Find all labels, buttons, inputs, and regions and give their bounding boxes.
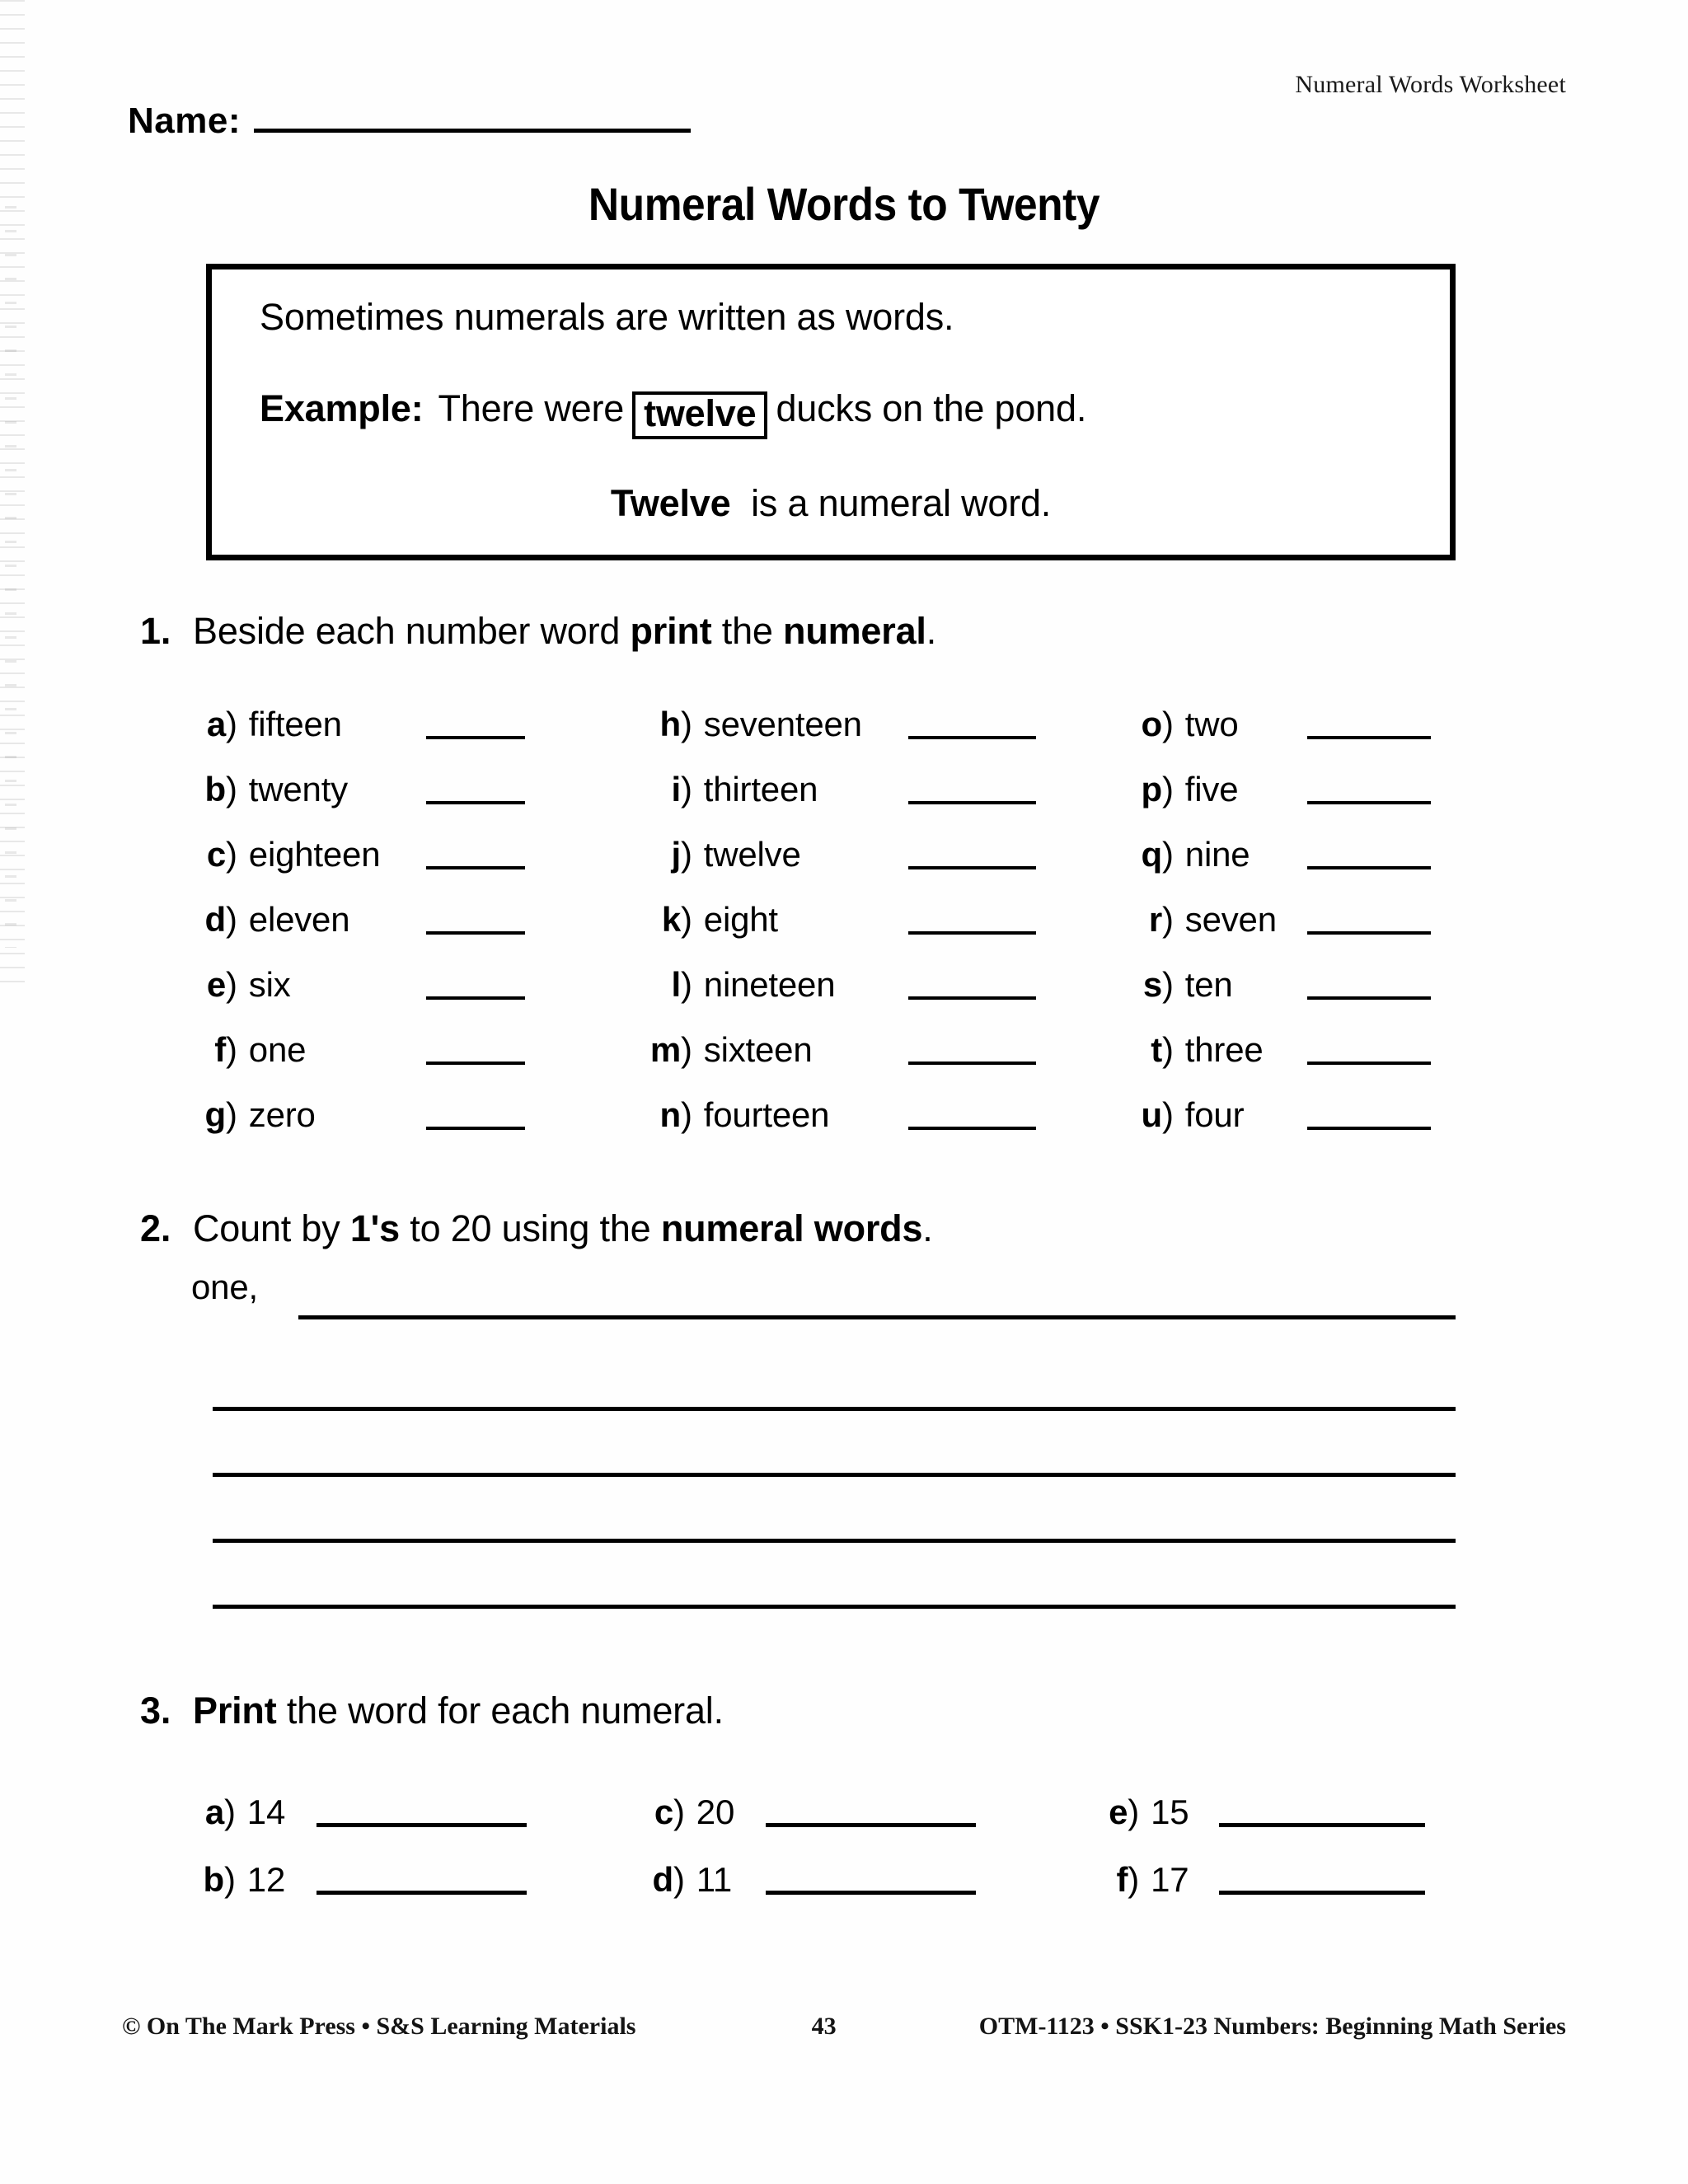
- answer-blank-e[interactable]: [426, 993, 525, 1000]
- answer-blank-s[interactable]: [1307, 993, 1431, 1000]
- item-tag-j: j: [671, 835, 681, 874]
- list-item-i: i ) thirteen: [636, 770, 1131, 809]
- answer-blank-p[interactable]: [1307, 798, 1431, 804]
- question-2-text-after: .: [922, 1207, 933, 1249]
- item-tag-o: o: [1141, 705, 1162, 743]
- question-3-text-mid: the word for each numeral.: [276, 1690, 724, 1732]
- answer-line-1[interactable]: [298, 1315, 1456, 1319]
- item-row: [191, 1030, 1477, 1095]
- item-word-i: thirteen: [703, 770, 818, 808]
- item-tag-l: l: [671, 965, 681, 1004]
- answer-blank-c[interactable]: [426, 863, 525, 869]
- footer-copyright: © On The Mark Press • S&S Learning Materials: [122, 2013, 636, 2040]
- answer-blank-r[interactable]: [1307, 928, 1431, 935]
- item-tag-k: k: [661, 900, 681, 939]
- list-item-b: b ) twenty: [191, 770, 636, 809]
- numeral-value-b: 12: [246, 1860, 286, 1899]
- item-tag-a: a: [206, 705, 226, 743]
- info-line-3-text: is a numeral word.: [751, 482, 1052, 524]
- item-tag-t: t: [1151, 1030, 1162, 1069]
- question-1-bold-print: print: [630, 610, 712, 652]
- word-blank-f[interactable]: [1219, 1886, 1425, 1895]
- answer-blank-h[interactable]: [908, 733, 1036, 739]
- item-row: [191, 705, 1477, 770]
- question-2-bold-ones: 1's: [349, 1207, 400, 1249]
- numeral-tag-c: c: [654, 1793, 673, 1831]
- item-tag-s: s: [1142, 965, 1162, 1004]
- list-item-d: d ) eleven: [191, 900, 636, 940]
- question-3-item-grid: [191, 1793, 1477, 1928]
- name-label: Name:: [128, 101, 241, 141]
- numeral-item-e: e ) 15: [1095, 1793, 1425, 1832]
- worksheet-header-label: Numeral Words Worksheet: [1295, 71, 1566, 98]
- item-word-h: seventeen: [703, 705, 862, 743]
- item-word-d: eleven: [248, 900, 350, 939]
- numeral-value-f: 17: [1151, 1860, 1189, 1899]
- numeral-item-b: b ) 12: [191, 1860, 640, 1900]
- list-item-t: t ) three: [1131, 1030, 1477, 1070]
- item-tag-q: q: [1141, 835, 1162, 874]
- numeral-value-c: 20: [696, 1793, 735, 1831]
- word-blank-e[interactable]: [1219, 1819, 1425, 1827]
- item-row: [191, 770, 1477, 835]
- item-tag-i: i: [671, 770, 681, 808]
- question-3-number: 3.: [140, 1690, 171, 1732]
- name-row: [128, 97, 691, 142]
- answer-blank-m[interactable]: [908, 1058, 1036, 1065]
- info-line-1: Sometimes numerals are written as words.: [260, 296, 954, 338]
- question-1-prompt: [140, 610, 936, 653]
- item-tag-n: n: [659, 1095, 681, 1134]
- list-item-j: j ) twelve: [636, 835, 1131, 874]
- item-word-b: twenty: [248, 770, 348, 808]
- footer-page-number: 43: [811, 2013, 837, 2040]
- answer-blank-a[interactable]: [426, 733, 525, 739]
- example-boxed-word: twelve: [632, 391, 767, 439]
- answer-blank-j[interactable]: [908, 863, 1036, 869]
- answer-blank-i[interactable]: [908, 798, 1036, 804]
- info-box: [206, 264, 1456, 560]
- question-2-text-before: Count by: [193, 1207, 350, 1249]
- word-blank-a[interactable]: [316, 1819, 527, 1827]
- list-item-p: p ) five: [1131, 770, 1477, 809]
- info-line-3: [212, 482, 1450, 525]
- item-tag-g: g: [204, 1095, 226, 1134]
- numeral-value-d: 11: [696, 1860, 732, 1899]
- question-3-prompt: [140, 1690, 724, 1732]
- question-1-bold-numeral: numeral: [783, 610, 926, 652]
- item-word-j: twelve: [703, 835, 801, 874]
- answer-blank-g[interactable]: [426, 1123, 525, 1130]
- question-3-bold-print: Print: [193, 1690, 277, 1732]
- scan-artifact-left: [0, 0, 25, 989]
- table-row: [191, 1793, 1477, 1860]
- list-item-c: c ) eighteen: [191, 835, 636, 874]
- list-item-o: o ) two: [1131, 705, 1477, 744]
- answer-line-4[interactable]: [213, 1539, 1456, 1543]
- answer-blank-n[interactable]: [908, 1123, 1036, 1130]
- info-line-3-bold: Twelve: [610, 482, 731, 524]
- list-item-k: k ) eight: [636, 900, 1131, 940]
- item-word-a: fifteen: [248, 705, 342, 743]
- scan-artifact-left-secondary: [5, 206, 16, 948]
- item-tag-p: p: [1141, 770, 1162, 808]
- page-title: Numeral Words to Twenty: [588, 178, 1100, 230]
- item-word-t: three: [1184, 1030, 1264, 1069]
- item-word-l: nineteen: [703, 965, 836, 1004]
- list-item-l: l ) nineteen: [636, 965, 1131, 1005]
- numeral-tag-d: d: [652, 1860, 673, 1899]
- answer-blank-d[interactable]: [426, 928, 525, 935]
- item-tag-m: m: [649, 1030, 681, 1069]
- item-word-r: seven: [1184, 900, 1277, 939]
- list-item-g: g ) zero: [191, 1095, 636, 1135]
- list-item-u: u ) four: [1131, 1095, 1477, 1135]
- item-word-f: one: [248, 1030, 307, 1069]
- list-item-a: a ) fifteen: [191, 705, 636, 744]
- example-text-after: ducks on the pond.: [776, 387, 1087, 429]
- info-line-example: [260, 387, 1450, 434]
- item-tag-d: d: [204, 900, 226, 939]
- item-word-q: nine: [1184, 835, 1250, 874]
- item-row: [191, 835, 1477, 900]
- item-word-g: zero: [248, 1095, 316, 1134]
- item-row: [191, 1095, 1477, 1160]
- answer-blank-f[interactable]: [426, 1058, 525, 1065]
- item-word-e: six: [248, 965, 291, 1004]
- item-tag-u: u: [1141, 1095, 1162, 1134]
- list-item-e: e ) six: [191, 965, 636, 1005]
- list-item-r: r ) seven: [1131, 900, 1477, 940]
- item-tag-c: c: [206, 835, 226, 874]
- numeral-tag-f: f: [1116, 1860, 1128, 1899]
- word-blank-b[interactable]: [316, 1886, 527, 1895]
- list-item-n: n ) fourteen: [636, 1095, 1131, 1135]
- answer-blank-q[interactable]: [1307, 863, 1431, 869]
- list-item-s: s ) ten: [1131, 965, 1477, 1005]
- question-1-text-before: Beside each number word: [193, 610, 631, 652]
- item-tag-r: r: [1148, 900, 1162, 939]
- numeral-item-a: a ) 14: [191, 1793, 640, 1832]
- item-word-p: five: [1184, 770, 1239, 808]
- page-footer: [122, 2013, 1566, 2041]
- list-item-q: q ) nine: [1131, 835, 1477, 874]
- answer-line-3[interactable]: [213, 1473, 1456, 1477]
- numeral-item-d: d ) 11: [640, 1860, 1095, 1900]
- item-word-k: eight: [703, 900, 778, 939]
- list-item-f: f ) one: [191, 1030, 636, 1070]
- item-word-m: sixteen: [703, 1030, 813, 1069]
- item-word-u: four: [1184, 1095, 1245, 1134]
- question-2-text-mid: to 20 using the: [399, 1207, 661, 1249]
- word-blank-c[interactable]: [766, 1819, 976, 1827]
- name-input-blank[interactable]: [254, 97, 691, 133]
- answer-blank-k[interactable]: [908, 928, 1036, 935]
- info-line-3-rest: [741, 482, 751, 524]
- question-1-text-mid: the: [711, 610, 784, 652]
- item-word-s: ten: [1184, 965, 1233, 1004]
- item-row: [191, 900, 1477, 965]
- question-2-number: 2.: [140, 1207, 171, 1249]
- item-word-o: two: [1184, 705, 1239, 743]
- item-row: [191, 965, 1477, 1030]
- answer-blank-l[interactable]: [908, 993, 1036, 1000]
- item-word-n: fourteen: [703, 1095, 830, 1134]
- list-item-m: m ) sixteen: [636, 1030, 1131, 1070]
- answer-blank-u[interactable]: [1307, 1123, 1431, 1130]
- item-tag-e: e: [206, 965, 226, 1004]
- numeral-value-a: 14: [246, 1793, 286, 1831]
- question-1-text-after: .: [926, 610, 937, 652]
- item-tag-f: f: [214, 1030, 226, 1069]
- answer-blank-o[interactable]: [1307, 733, 1431, 739]
- table-row: [191, 1860, 1477, 1928]
- example-text-before: There were: [438, 387, 625, 429]
- question-2-prompt: [140, 1207, 933, 1250]
- example-label: Example:: [260, 387, 424, 429]
- answer-line-5[interactable]: [213, 1605, 1456, 1609]
- numeral-tag-b: b: [203, 1860, 224, 1899]
- answer-line-2[interactable]: [213, 1407, 1456, 1411]
- numeral-tag-a: a: [204, 1793, 224, 1831]
- numeral-value-e: 15: [1151, 1793, 1189, 1831]
- item-word-c: eighteen: [248, 835, 381, 874]
- question-1-item-grid: [191, 705, 1477, 1160]
- item-tag-h: h: [659, 705, 681, 743]
- answer-blank-b[interactable]: [426, 798, 525, 804]
- numeral-tag-e: e: [1109, 1793, 1128, 1831]
- answer-blank-t[interactable]: [1307, 1058, 1431, 1065]
- question-2-lead-in: one,: [191, 1268, 258, 1306]
- question-1-number: 1.: [140, 610, 171, 652]
- footer-product-code: OTM-1123 • SSK1-23 Numbers: Beginning Math Series: [978, 2013, 1566, 2040]
- numeral-item-f: f ) 17: [1095, 1860, 1425, 1900]
- list-item-h: h ) seventeen: [636, 705, 1131, 744]
- numeral-item-c: c ) 20: [640, 1793, 1095, 1832]
- question-2-bold-numeral-words: numeral words: [660, 1207, 923, 1249]
- item-tag-b: b: [204, 770, 226, 808]
- word-blank-d[interactable]: [766, 1886, 976, 1895]
